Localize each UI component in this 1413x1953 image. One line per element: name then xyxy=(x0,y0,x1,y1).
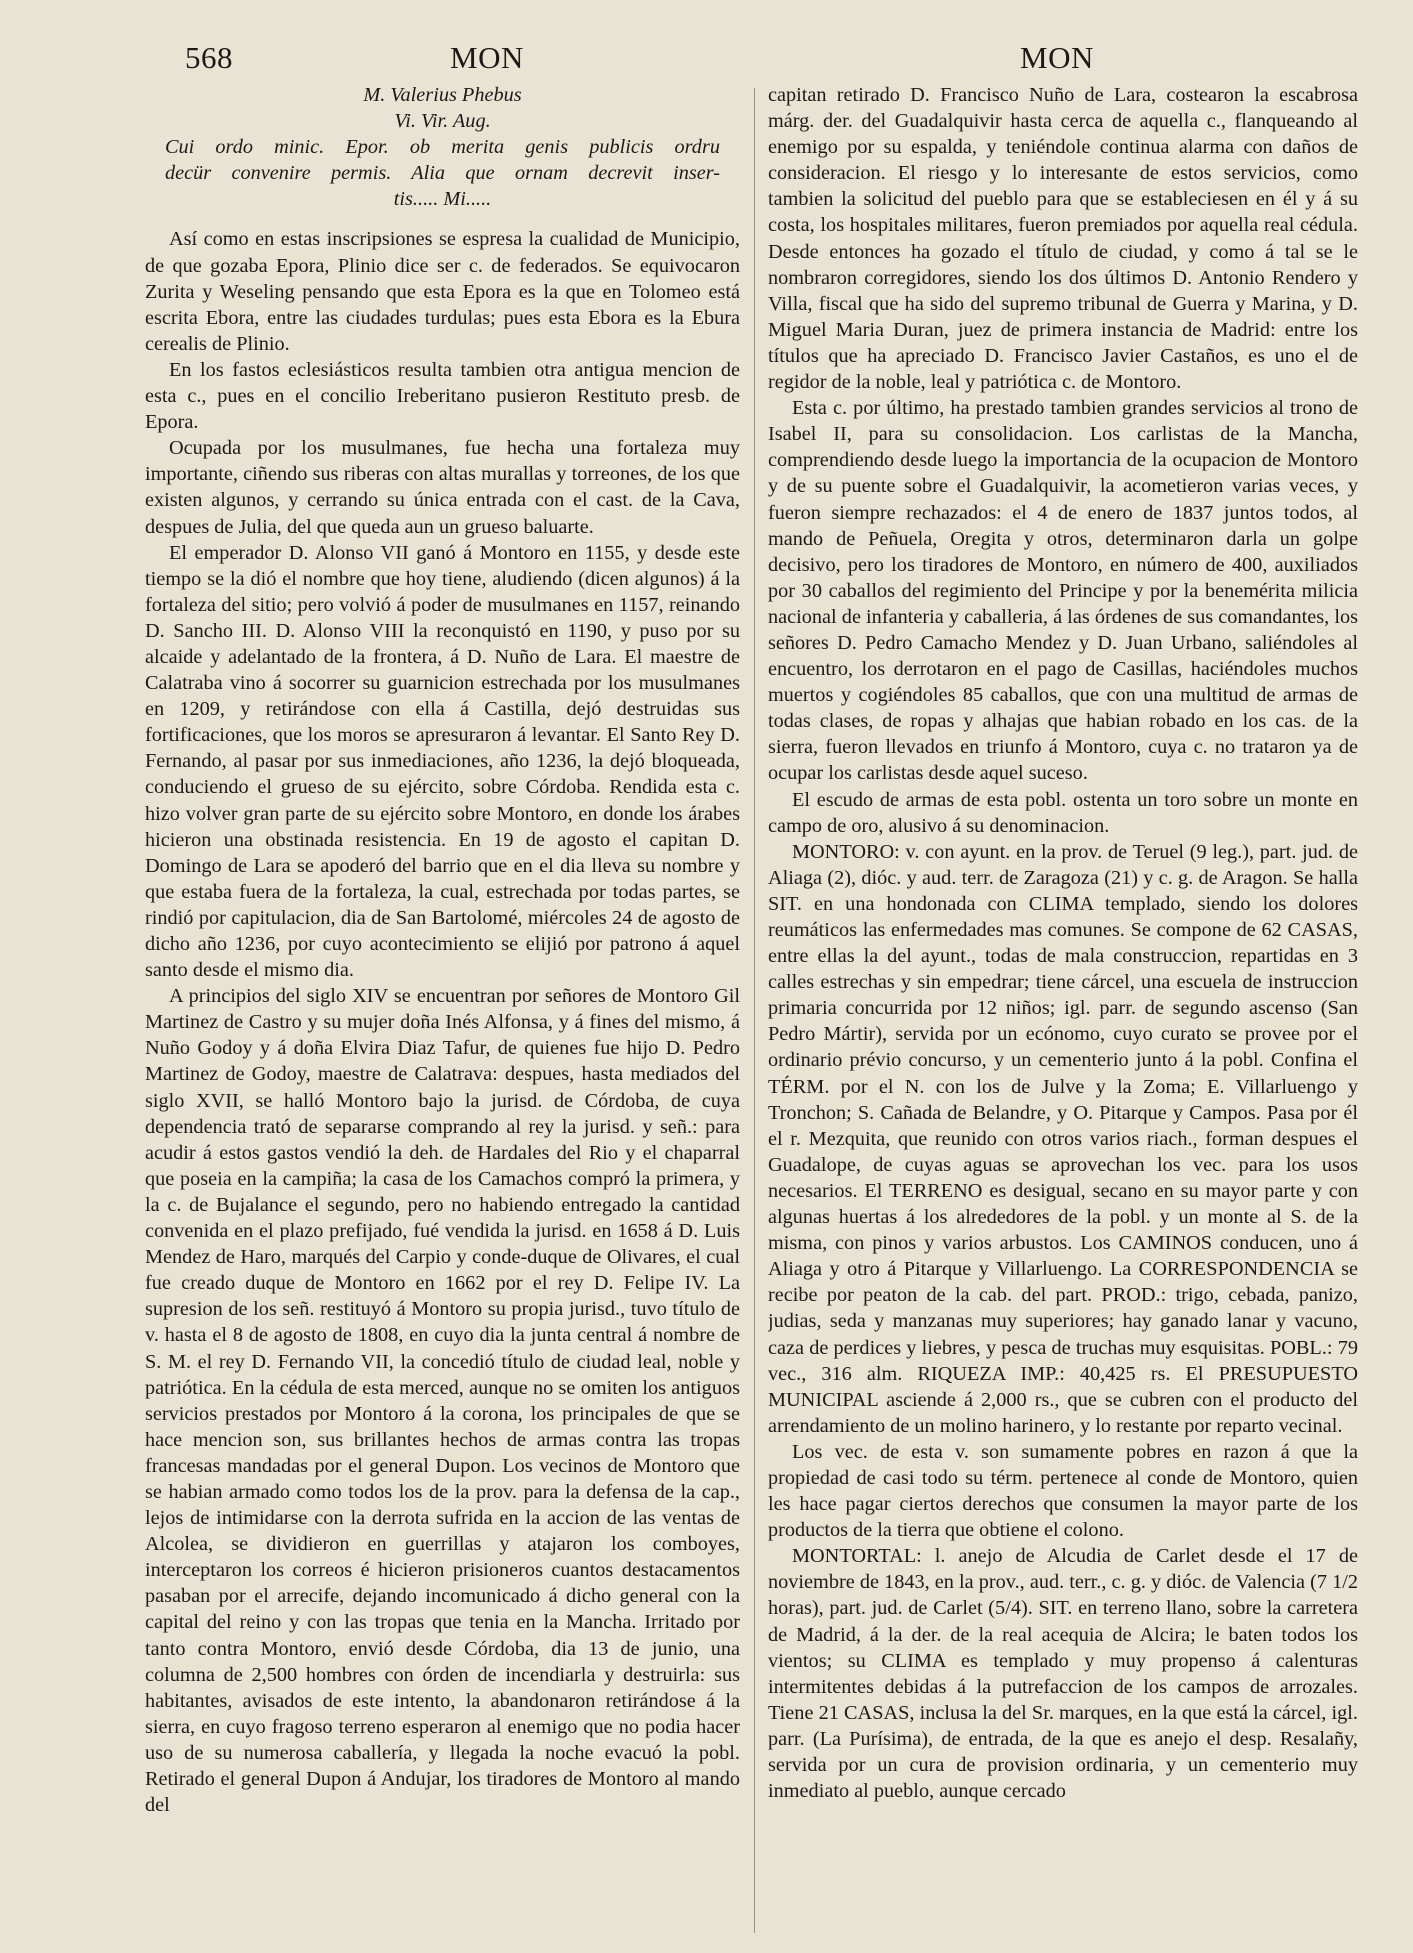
dictionary-entry-montoro: MONTORO: v. con ayunt. en la prov. de Teruel (9 leg.), part. jud. de Aliaga (2), dióc. y aud. terr. de Zaragoza (21) y c. g. de Aragon. Se halla SIT. en una hondonada con CLIMA templado, siendo los dolores reumáticos las enfermedades mas comunes. Se compone de 62 CASAS, entre ellas la del ayunt., todas de mala construccion, repartidas en 3 calles estrechas y sin empedrar; tiene cárcel, una escuela de instruccion primaria concurrida por 12 niños; igl. parr. de segundo ascenso (San Pedro Mártir), servida por un ecónomo, cuyo curato se provee por el ordinario prévio concurso, y un cementerio junto á la pobl. Confina el TÉRM. por el N. con los de Julve y la Zoma; E. Villarluengo y Tronchon; S. Cañada de Belandre, y O. Pitarque y Campos. Pasa por él el r. Mezquita, que reunido con otros varios riach., forman despues el Guadalope, de cuyas aguas se aprovechan los vec. para los usos necesarios. El TERRENO es desigual, secano en su mayor parte y con algunas huertas á los alrededores de la pobl. y un monte al S. de la misma, con pinos y varios arbustos. Los CAMINOS conducen, uno á Aliaga y otro á Pitarque y Villarluengo. La CORRESPONDENCIA se recibe por peaton de la cab. del part. PROD.: trigo, cebada, panizo, judias, seda y manzanas muy superiores; hay ganado lanar y vacuno, caza de perdices y liebres, y pesca de truchas muy esquisitas. POBL.: 79 vec., 316 alm. RIQUEZA IMP.: 40,425 rs. El PRESUPUESTO MUNICIPAL asciende á 2,000 rs., que se cubren con el producto del arrendamiento de un molino harinero, y lo restante por reparto vecinal. xyxy=(768,840,1358,1437)
paragraph: El emperador D. Alonso VII ganó á Montoro en 1155, y desde este tiempo se la dió el nombre que hoy tiene, aludiendo (dicen algunos) á la fortaleza del sitio; pero volvió á poder de musulmanes en 1157, reinando D. Sancho III. D. Alonso VIII la reconquistó en 1190, y puso por su alcaide y adelantado de la frontera, á D. Nuño de Lara. El maestre de Calatraba vino á socorrer su guarnicion estrechada por los musulmanes en 1209, y retirándose con ella á Castilla, dejó destruidas sus fortificaciones, que los moros se apresuraron á levantar. El Santo Rey D. Fernando, al pasar por sus inmediaciones, año 1236, la dejó bloqueada, conduciendo el grueso de su ejército, sobre Córdoba. Rendida esta c. hizo volver gran parte de su ejército sobre Montoro, en donde los árabes hicieron una obstinada resistencia. En 19 de agosto el capitan D. Domingo de Lara se apoderó del barrio que en el dia lleva su nombre y que estaba fuera de la fortaleza, la cual, estrechada por todas partes, se rindió por capitulacion, dia de San Bartolomé, miércoles 24 de agosto de dicho año 1236, por cuyo acontecimiento se elijió por patrono á aquel santo desde el mismo dia. xyxy=(145,541,740,982)
paragraph: En los fastos eclesiásticos resulta tambien otra antigua mencion de esta c., pues en el concilio Ireberitano pusieron Restituto presb. de Epora. xyxy=(145,358,740,434)
inscription-line: tis..... Mi..... xyxy=(393,188,492,211)
paragraph: Los vec. de esta v. son sumamente pobres en razon á que la propiedad de casi todo su térm. pertenece al conde de Montoro, quien les hace pagar ciertos derechos que consumen la mayor parte de los productos de la tierra que obtiene el colono. xyxy=(768,1440,1358,1542)
left-column xyxy=(145,82,740,1942)
inscription-line: decür convenire permis. Alia que ornam decrevit inser- xyxy=(165,162,720,185)
running-head-left: MON xyxy=(450,40,524,75)
paragraph: El escudo de armas de esta pobl. ostenta un toro sobre un monte en campo de oro, alusivo á su denominacion. xyxy=(768,788,1358,837)
inscription-line: M. Valerius Phebus xyxy=(363,84,522,106)
dictionary-entry-montortal: MONTORTAL: l. anejo de Alcudia de Carlet desde el 17 de noviembre de 1843, en la prov., aud. terr., c. g. y dióc. de Valencia (7 1/2 horas), part. jud. de Carlet (5/4). SIT. en terreno llano, sobre la carretera de Madrid, á la der. de la real acequia de Alcira; le baten todos los vientos; su CLIMA es templado y muy propenso á calenturas intermitentes debidas á la putrefaccion de los campos de arrozales. Tiene 21 CASAS, inclusa la del Sr. marques, en la que está la cárcel, igl. parr. (La Purísima), de entrada, de la que es anejo el desp. Resalañy, servida por un cura de provision ordinaria, y un cementerio muy inmediato al pueblo, aunque cercado xyxy=(768,1545,1358,1803)
right-column xyxy=(768,82,1358,1942)
latin-inscription xyxy=(145,82,740,212)
inscription-line: Vi. Vir. Aug. xyxy=(394,110,491,133)
paragraph: capitan retirado D. Francisco Nuño de Lara, costearon la escabrosa márg. der. del Guadalquivir hasta cerca de aquella c., flanqueando al enemigo por su espalda, y teniéndole continua alarma con daños de consideracion. El riesgo y lo interesante de estos servicios, como tambien la solicitud del pueblo para que se estableciesen en él y á su costa, los hospitales militares, fueron premiados por aquella real cédula. Desde entonces ha gozado el título de ciudad, y como á tal se le nombraron corregidores, siendo los dos últimos D. Antonio Rendero y Villa, fiscal que ha sido del supremo tribunal de Guerra y Marina, y D. Miguel Maria Duran, juez de primera instancia de Madrid: entre los títulos que ha apreciado D. Francisco Javier Castaños, es uno el de regidor de la noble, leal y patriótica c. de Montoro. xyxy=(768,84,1358,394)
paragraph: Ocupada por los musulmanes, fue hecha una fortaleza muy importante, ciñendo sus riberas con altas murallas y torreones, de los que existen algunos, y cerrando su única entrada con el cast. de la Cava, despues de Julia, del que queda aun un grueso baluarte. xyxy=(145,437,740,538)
running-head-right: MON xyxy=(1020,40,1094,75)
paragraph: Esta c. por último, ha prestado tambien grandes servicios al trono de Isabel II, para su consolidacion. Los carlistas de la Mancha, comprendiendo desde luego la importancia de la ocupacion de Montoro y de su puente sobre el Guadalquivir, la acometieron varias veces, y fueron siempre rechazados: el 4 de enero de 1837 juntos todos, al mando de Peñuela, Oregita y otros, determinaron darla un golpe decisivo, pero los tiradores de Montoro, en número de 400, auxiliados por 30 caballos del regimiento del Principe y por la benemérita milicia nacional de infanteria y caballeria, á las órdenes de sus comandantes, los señores D. Pedro Camacho Mendez y D. Juan Urbano, saliéndoles al encuentro, los derrotaron en el pago de Casillas, haciéndoles muchos muertos y cogiéndoles 85 caballos, que con una multitud de armas de todas clases, de ropas y alhajas que habian robado en los cas. de la sierra, fueron llevados en triunfo á Montoro, cuya c. no trataron ya de ocupar los carlistas desde aquel suceso. xyxy=(768,397,1358,785)
paragraph: Así como en estas inscripsiones se espresa la cualidad de Municipio, de que gozaba Epora, Plinio dice ser c. de federados. Se equivocaron Zurita y Weseling pensando que esta Epora es la que en Tolomeo está escrita Ebora, entre las ciudades turdulas; pues esta Ebora es la Ebura cerealis de Plinio. xyxy=(145,228,740,355)
column-divider xyxy=(754,88,755,1933)
page-number: 568 xyxy=(185,40,233,75)
inscription-line: Cui ordo minic. Epor. ob merita genis publicis ordru xyxy=(165,136,720,159)
paragraph: A principios del siglo XIV se encuentran por señores de Montoro Gil Martinez de Castro y su mujer doña Inés Alfonsa, y á fines del mismo, á Nuño Godoy y á doña Elvira Diaz Tafur, de quienes fue hijo D. Pedro Martinez de Godoy, maestre de Calatrava: despues, hasta mediados del siglo XVII, se halló Montoro bajo la jurisd. de Córdoba, de cuya dependencia trató de separarse comprando al rey la jurisd. y señ.: para acudir á estos gastos vendió la deh. de Hardales del Rio y el chaparral que poseia en la campiña; la casa de los Camachos compró la primera, y la c. de Bujalance el segundo, pero no habiendo entregado la cantidad convenida en el plazo prefijado, fué vendida la jurisd. en 1658 á D. Luis Mendez de Haro, marqués del Carpio y conde-duque de Olivares, el cual fue creado duque de Montoro en 1662 por el rey D. Felipe IV. La supresion de los señ. restituyó á Montoro su propia jurisd., tuvo título de v. hasta el 8 de agosto de 1808, en cuyo dia la junta central á nombre de S. M. el rey D. Fernando VII, la concedió título de ciudad leal, noble y patriótica. En la cédula de esta merced, aunque no se omiten los antiguos servicios prestados por Montoro á la corona, los principales de que se hace mencion son, sus brillantes hechos de armas contra las tropas francesas mandadas por el general Dupon. Los vecinos de Montoro que se habian armado como todos los de la prov. para la defensa de la cap., lejos de intimidarse con la derrota sufrida en la accion de las ventas de Alcolea, se dividieron en guerrillas y atajaron los comboyes, interceptaron los correos é hicieron prisioneros cuantos destacamentos pasaban por el arrecife, dejando incomunicado á dicho general con la capital del reino y con las tropas que tenia en la Mancha. Irritado por tanto contra Montoro, envió desde Córdoba, dia 13 de junio, una columna de 2,500 hombres con órden de incendiarla y destruirla: sus habitantes, avisados de este intento, la abandonaron retirándose á la sierra, en cuyo fragoso terreno esperaron al enemigo que no podia hacer uso de su numerosa caballería, y llegada la noche evacuó la pobl. Retirado el general Dupon á Andujar, los tiradores de Montoro al mando del xyxy=(145,985,740,1817)
